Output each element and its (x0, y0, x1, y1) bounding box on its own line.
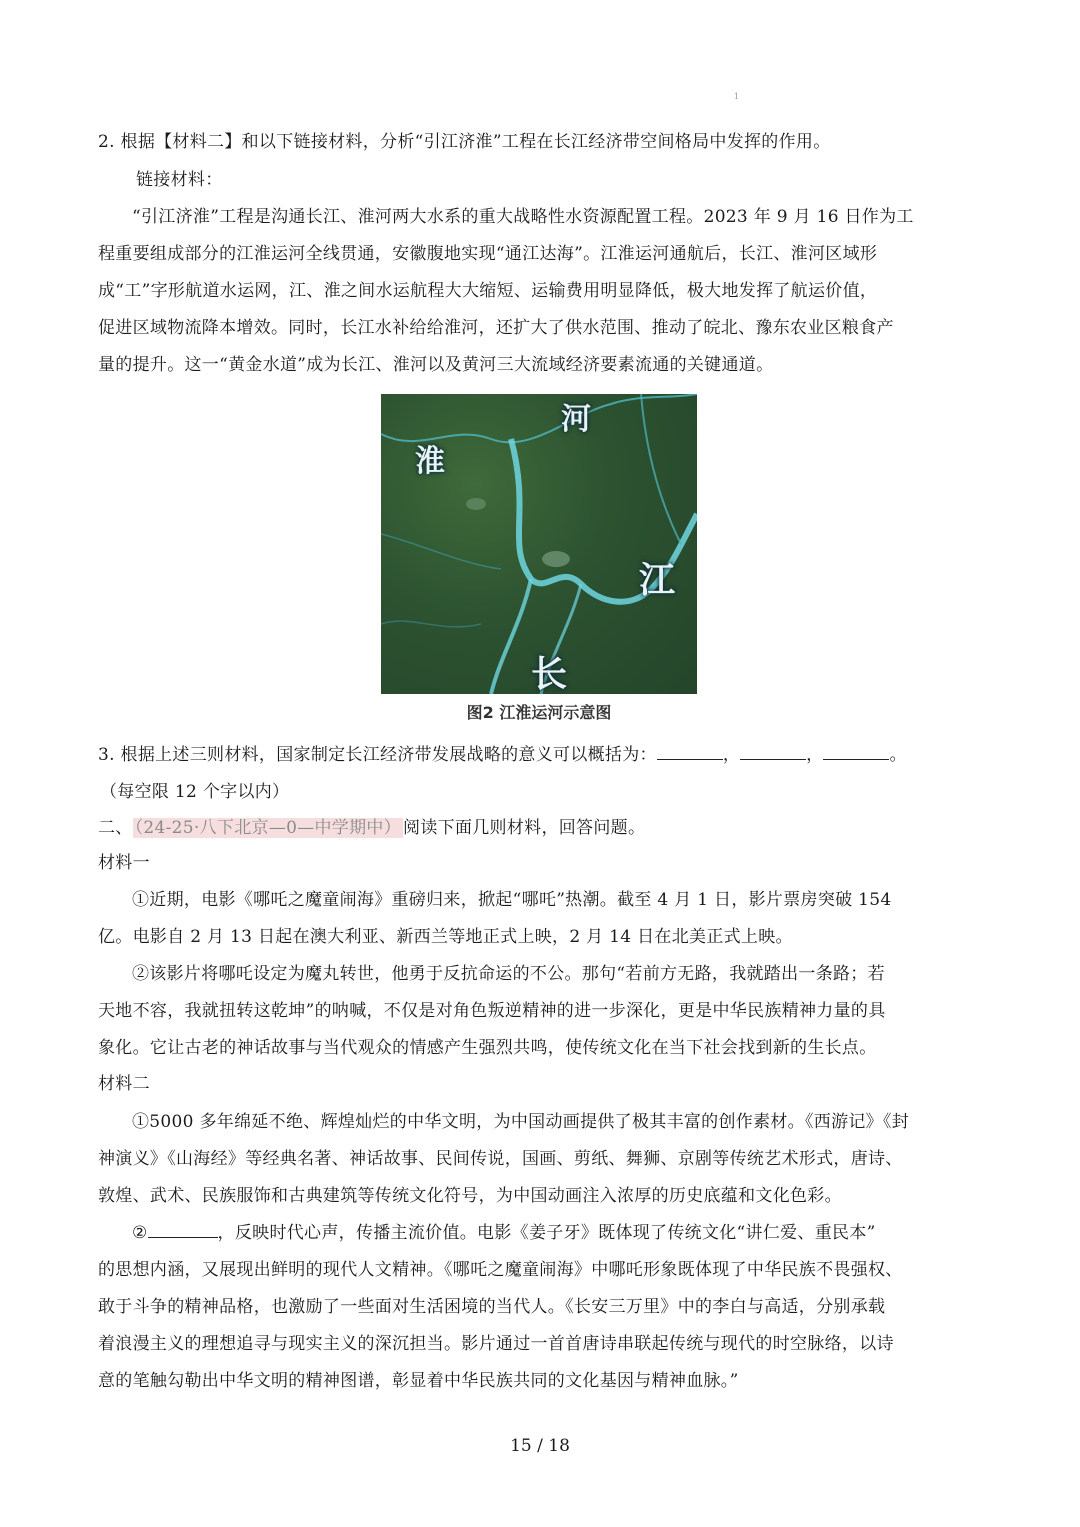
material-2-para-1 (98, 1104, 988, 1215)
text-line: 的思想内涵，又展现出鲜明的现代人文精神。《哪吒之魔童闹海》中哪吒形象既体现了中华民族不畏强权、 (98, 1260, 903, 1280)
text-line: 敢于斗争的精神品格，也激励了一些面对生活困境的当代人。《长安三万里》中的李白与高适，分别承载 (98, 1297, 886, 1317)
map-label-he: 河 (561, 402, 591, 437)
item-marker: ② (132, 1223, 148, 1243)
material-2-para-2 (98, 1215, 988, 1400)
text-line: 成“工”字形航道水运网，江、淮之间水运航程大大缩短、运输费用明显降低，极大地发挥了航运价值， (98, 281, 878, 301)
text-line: 着浪漫主义的理想追寻与现实主义的深沉担当。影片通过一首首唐诗串联起传统与现代的时空脉络，以诗 (98, 1334, 894, 1354)
text-line: 量的提升。这一“黄金水道”成为长江、淮河以及黄河三大流域经济要素流通的关键通道。 (98, 355, 774, 375)
material-1-title: 材料一 (98, 853, 150, 873)
question-3-text: 3. 根据上述三则材料，国家制定长江经济带发展战略的意义可以概括为： (98, 745, 657, 765)
answer-blank-4[interactable] (148, 1217, 218, 1238)
material-1-para-2 (98, 956, 988, 1067)
text-line: 天地不容，我就扭转这乾坤”的呐喊，不仅是对角色叛逆精神的进一步深化，更是中华民族精神力量的具 (98, 1001, 886, 1021)
text-line: 意的笔触勾勒出中华文明的精神图谱，彰显着中华民族共同的文化基因与精神血脉。” (98, 1371, 739, 1391)
material-1-para-1 (98, 882, 988, 956)
answer-blank-2[interactable] (740, 739, 806, 760)
text-line: 程重要组成部分的江淮运河全线贯通，安徽腹地实现“通江达海”。江淮运河通航后，长江、淮河区域形 (98, 244, 878, 264)
page-number: 15 / 18 (510, 1436, 570, 1456)
material-2-title: 材料二 (98, 1074, 150, 1094)
text-line: 亿。电影自 2 月 13 日起在澳大利亚、新西兰等地正式上映，2 月 14 日在北美正式上映。 (98, 927, 793, 947)
text-line-rest: ，反映时代心声，传播主流价值。电影《姜子牙》既体现了传统文化“讲仁爱、重民本” (217, 1223, 876, 1243)
separator: ， (722, 745, 741, 765)
link-material-title: 链接材料： (136, 170, 223, 190)
answer-blank-3[interactable] (823, 739, 889, 760)
section-prefix: 二、 (98, 818, 133, 838)
text-line (98, 1215, 988, 1252)
text-line: 象化。它让古老的神话故事与当代观众的情感产生强烈共鸣，使传统文化在当下社会找到新的生长点。 (98, 1038, 877, 1058)
terminator: 。 (889, 745, 907, 765)
text-line: “引江济淮”工程是沟通长江、淮河两大水系的重大战略性水资源配置工程。2023 年 9 月 16 日作为工 (132, 207, 914, 227)
corner-mark: 1 (734, 92, 740, 101)
text-line: 促进区域物流降本增效。同时，长江水补给给淮河，还扩大了供水范围、推动了皖北、豫东农业区粮食产 (98, 318, 894, 338)
text-line: ②该影片将哪吒设定为魔丸转世，他勇于反抗命运的不公。那句“若前方无路，我就踏出一条路；若 (132, 964, 885, 984)
question-3 (98, 737, 907, 773)
separator: ， (806, 745, 824, 765)
map-label-chang: 长 (531, 654, 568, 694)
text-line: 神演义》《山海经》等经典名著、神话故事、民间传说，国画、剪纸、舞狮、京剧等传统艺术形式，唐诗、 (98, 1149, 903, 1169)
section-instruction: 阅读下面几则材料，回答问题。 (403, 818, 646, 838)
map-label-huai: 淮 (415, 444, 445, 479)
text-line: 敦煌、武术、民族服饰和古典建筑等传统文化符号，为中国动画注入浓厚的历史底蕴和文化色彩。 (98, 1186, 842, 1206)
answer-blank-1[interactable] (657, 739, 723, 760)
text-line: ①近期，电影《哪吒之魔童闹海》重磅归来，掀起“哪吒”热潮。截至 4 月 1 日，影片票房突破 154 (132, 890, 892, 910)
question-2: 2. 根据【材料二】和以下链接材料，分析“引江济淮”工程在长江经济带空间格局中发挥的作用。 (98, 132, 831, 152)
section-2-heading (98, 810, 645, 846)
text-line: ①5000 多年绵延不绝、辉煌灿烂的中华文明，为中国动画提供了极其丰富的创作素材。《西游记》《封 (132, 1112, 910, 1132)
map-label-jiang: 江 (639, 560, 676, 601)
link-material-text (98, 199, 988, 384)
canal-map-image (381, 394, 697, 694)
source-tag: （24-25·八下北京—0—中学期中） (134, 818, 402, 838)
figure-caption: 图2 江淮运河示意图 (466, 703, 612, 722)
question-3-note: （每空限 12 个字以内） (100, 782, 290, 802)
